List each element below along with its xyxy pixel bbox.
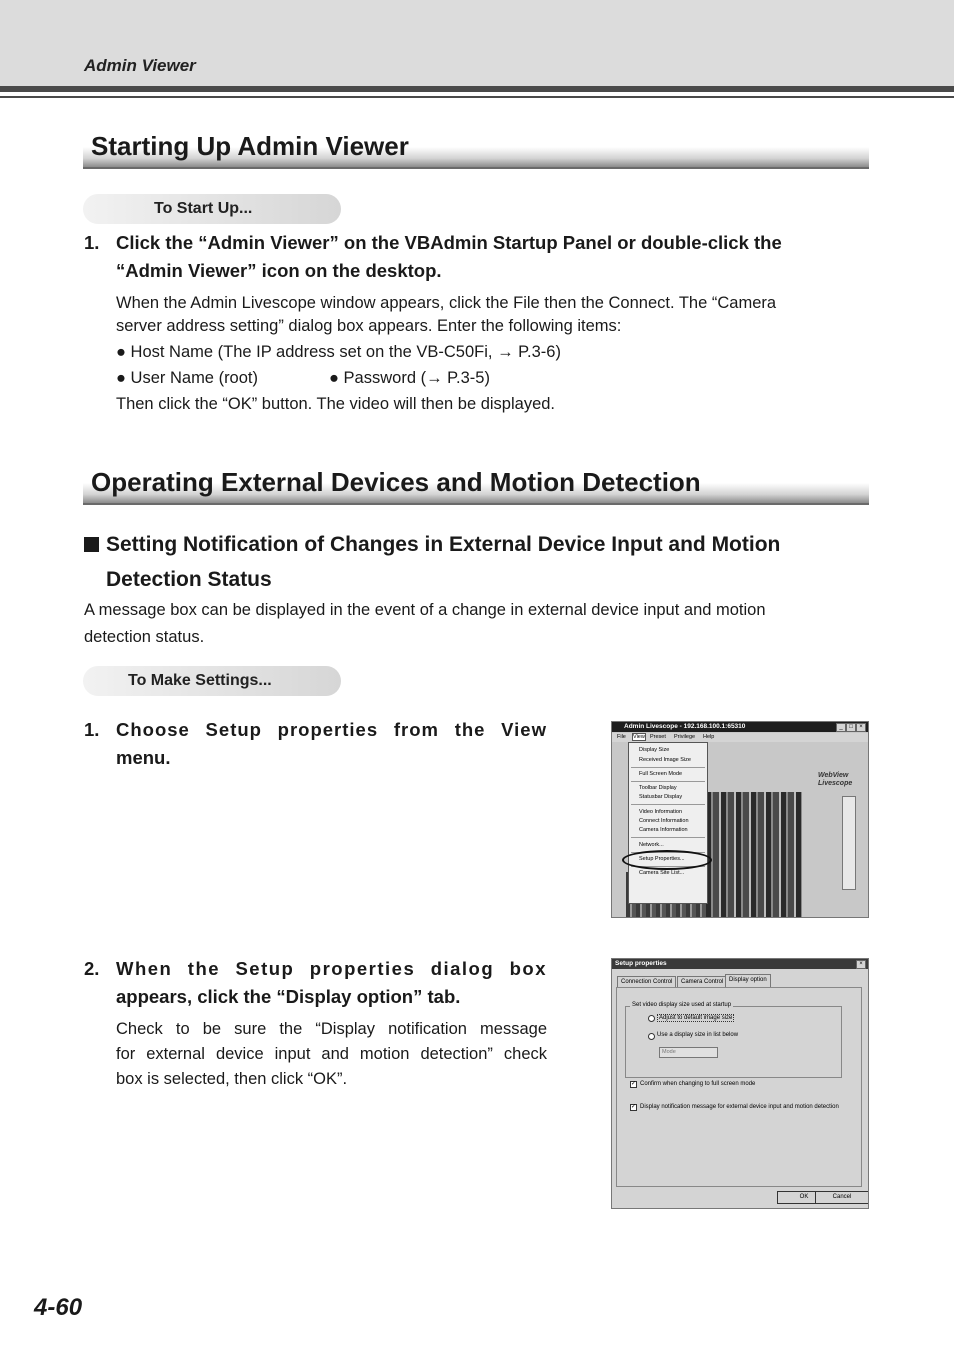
subsection-pill-make-settings: [83, 666, 341, 696]
subheading-line2: Detection Status: [106, 568, 272, 591]
menu-separator: [631, 781, 705, 782]
startup-size-group: [625, 1002, 842, 1078]
menu-item: Camera Site List...: [639, 870, 685, 876]
step2-body-line3: box is selected, then click “OK”.: [116, 1070, 348, 1088]
bullet-host-name: ● Host Name (The IP address set on the VB-C50Fi, → P.3-6): [116, 343, 561, 361]
minimize-icon: _: [836, 723, 846, 732]
window-titlebar: Admin Livescope - 192.168.100.1:65310: [612, 722, 868, 732]
menu-item: Full Screen Mode: [639, 771, 683, 777]
pill-label: To Start Up...: [154, 200, 253, 217]
group-label: Set video display size used at startup: [632, 1002, 732, 1008]
maximize-icon: □: [846, 723, 856, 732]
intro-line2: detection status.: [84, 628, 205, 646]
step2-line2: appears, click the “Display option” tab.: [116, 986, 461, 1007]
screenshot-admin-livescope: [611, 721, 869, 918]
screenshot-setup-properties: [611, 958, 869, 1209]
header-rule-thin: [0, 96, 954, 98]
tab-panel: [616, 987, 862, 1187]
menu-item: Toolbar Display: [639, 785, 677, 791]
menu-item-setup-properties: Setup Properties...: [639, 856, 685, 862]
menu-item: Statusbar Display: [639, 794, 683, 800]
checkbox-confirm-full-screen: ✓: [631, 1081, 637, 1087]
bullet-user-name: ● User Name (root): [116, 369, 258, 387]
menu-item: Video Information: [639, 809, 683, 815]
section-heading-text: Starting Up Admin Viewer: [91, 131, 409, 161]
menu-item: Network...: [639, 842, 664, 848]
step1-line2: menu.: [116, 747, 171, 768]
camera-video-area: [706, 792, 802, 917]
menu-separator: [631, 837, 705, 838]
body-line: Then click the “OK” button. The video will then be displayed.: [116, 395, 556, 413]
checkbox-label: Display notification message for external device input and motion detection: [640, 1104, 839, 1110]
step2-body-line1: Check to be sure the “Display notification message: [116, 1020, 547, 1038]
step-number: 2.: [84, 958, 100, 979]
square-bullet-icon: [84, 537, 99, 552]
step-number: 1.: [84, 719, 100, 740]
menubar: [612, 733, 868, 742]
menu-view: View: [633, 734, 645, 740]
highlight-circle: [622, 850, 712, 870]
menu-file: File: [617, 734, 626, 740]
step2-body-line2: for external device input and motion detection” check: [116, 1045, 547, 1063]
ok-button: OK: [777, 1191, 831, 1204]
intro-line1: A message box can be displayed in the event of a change in external device input and motion: [84, 601, 766, 619]
menu-help: Help: [703, 734, 715, 740]
menu-privilege: Privilege: [674, 734, 696, 740]
size-select: Mode: [659, 1047, 718, 1058]
radio-adjust-default: [648, 1015, 655, 1022]
tab-connection-control: Connection Control: [617, 976, 676, 988]
pill-label: To Make Settings...: [128, 672, 272, 689]
radio-label: Adjust to default image size: [659, 1015, 733, 1021]
body-line: server address setting” dialog box appears. Enter the following items:: [116, 317, 622, 335]
menu-separator: [631, 767, 705, 768]
section-heading-text: Operating External Devices and Motion Detection: [91, 467, 701, 497]
scrollbar: [842, 796, 856, 890]
radio-label: Use a display size in list below: [657, 1032, 739, 1038]
radio-use-list: [648, 1033, 655, 1040]
cancel-button: Cancel: [815, 1191, 869, 1204]
tab-camera-control: Camera Control: [677, 976, 727, 988]
subheading-line1: Setting Notification of Changes in External Device Input and Motion: [84, 533, 780, 557]
tab-display-option: Display option: [725, 974, 771, 988]
menu-preset: Preset: [650, 734, 666, 740]
webview-logo: WebView Livescope: [818, 772, 853, 787]
page-number: 4-60: [34, 1294, 83, 1321]
menu-item: Connect Information: [639, 818, 689, 824]
menu-item: Display Size: [639, 747, 670, 753]
menu-item: Received Image Size: [639, 757, 691, 763]
menu-item: Camera Information: [639, 827, 688, 833]
section-heading-starting-up: [83, 127, 869, 169]
menu-separator: [631, 804, 705, 805]
step1-line1: Choose Setup properties from the View: [116, 719, 547, 740]
view-dropdown-menu: [628, 742, 708, 904]
step2-line1: When the Setup properties dialog box: [116, 958, 547, 979]
close-icon: ×: [856, 960, 866, 969]
section-heading-external-devices: [83, 463, 869, 505]
bullet-password: ● Password (→ P.3-5): [329, 369, 490, 387]
step1-line1: Click the “Admin Viewer” on the VBAdmin Startup Panel or double-click the: [116, 232, 782, 253]
checkbox-display-notification: ✓: [631, 1104, 637, 1110]
step1-line2: “Admin Viewer” icon on the desktop.: [116, 260, 442, 281]
subsection-pill-start-up: [83, 194, 341, 224]
step-number: 1.: [84, 232, 100, 253]
body-line: When the Admin Livescope window appears, click the File then the Connect. The “Camera: [116, 294, 777, 312]
header-rule-thick: [0, 86, 954, 92]
close-icon: ×: [856, 723, 866, 732]
checkbox-label: Confirm when changing to full screen mode: [640, 1081, 756, 1087]
running-header-title: Admin Viewer: [84, 56, 196, 75]
dialog-titlebar: Setup properties: [612, 959, 868, 969]
